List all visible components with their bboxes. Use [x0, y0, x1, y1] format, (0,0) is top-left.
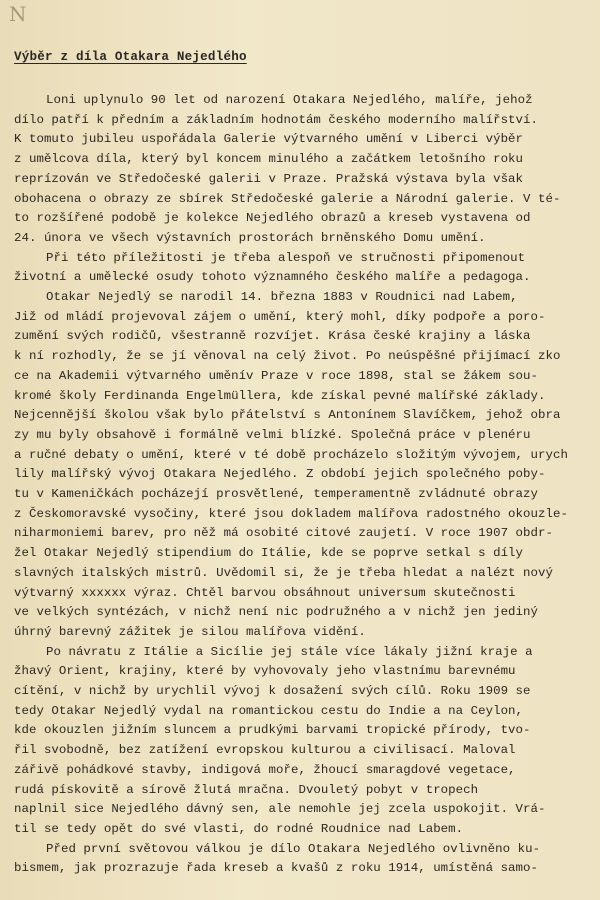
text-line: naplnil sice Nejedlého dávný sen, ale nemohle jej zcela uspokojit. Vrá-	[14, 802, 546, 817]
text-line: kde okouzlen jižním sluncem a prudkými barvami tropické přírody, tvo-	[14, 723, 531, 738]
text-line: úhrný barevný zážitek je silou malířova vidění.	[14, 624, 366, 639]
text-line: tu v Kameničkách pocházejí prosvětlené, temperamentně zvládnuté obrazy	[14, 487, 538, 501]
text-line: ve velkých syntézách, v nichž není nic podružného a v nichž jen jediný	[14, 605, 538, 620]
text-line: zářivě pohádkové stavby, indigová moře, žhoucí smaragdové vegetace,	[14, 762, 516, 777]
text-line: obohacena o obrazy ze sbírek Středočeské galerie a Národní galerie. V té-	[14, 191, 561, 206]
text-line: a ručné debaty o umění, které v té době procházelo složitým vývojem, urych	[14, 447, 568, 462]
text-line: rudá pískovitě a sírově žlutá mračna. Dvouletý pobyt v tropech	[14, 782, 479, 797]
text-line: K tomuto jubileu uspořádala Galerie výtvarného umění v Liberci výběr	[14, 132, 524, 147]
text-line: Před první světovou válkou je dílo Otakara Nejedlého ovlivněno ku-	[46, 841, 541, 856]
text-line: Po návratu z Itálie a Sicílie jej stále více lákaly jižní kraje a	[46, 644, 533, 659]
text-line: dílo patří k předním a základním hodnotám českého moderního malířství.	[14, 112, 538, 127]
text-line: zy mu byly obsahově i formálně velmi blízké. Společná práce v plenéru	[14, 427, 531, 442]
text-line: životní a umělecké osudy tohoto významného českého malíře a pedagoga.	[14, 270, 531, 285]
text-line: výtvarný xxxxxx výraz. Chtěl barvou obsáhnout universum skutečnosti	[14, 585, 516, 600]
text-line: niharmoniemi barev, pro něž má osobité citové zaujetí. V roce 1907 obdr-	[14, 526, 553, 541]
text-line: z Českomoravské vysočiny, které jsou dokladem malířova radostného okouzle-	[14, 506, 568, 521]
text-line: žel Otakar Nejedlý stipendium do Itálie, kde se poprve setkal s díly	[14, 546, 524, 561]
text-line: z umělcova díla, který byl koncem minulého a začátkem letošního roku	[14, 152, 524, 167]
text-line: slavných italských mistrů. Uvědomil si, že je třeba hledat a nalézt nový	[14, 565, 553, 580]
text-line: k ní rozhodly, že se jí věnoval na celý život. Po neúspěšné přijímací zko	[14, 349, 561, 364]
text-line: lily malířský vývoj Otakara Nejedlého. Z období jejich společného poby-	[14, 467, 546, 482]
text-line: Otakar Nejedlý se narodil 14. března 1883 v Roudnici nad Labem,	[46, 290, 518, 304]
text-line: zumění svých rodičů, všestranně rozvíjet. Krása české krajiny a láska	[14, 329, 531, 344]
text-line: žhavý Orient, krajiny, které by vyhovovaly jeho vlastnímu barevnému	[14, 664, 516, 679]
text-line: ce na Akademii výtvarného uměnív Praze v roce 1898, stal se žákem sou-	[14, 368, 538, 383]
text-line: Při této příležitosti je třeba alespoň ve stručnosti připomenout	[46, 250, 526, 265]
text-line: to rozšířené podobě je kolekce Nejedlého obrazů a kreseb vystavena od	[14, 211, 531, 226]
text-line: bismem, jak prozrazuje řada kreseb a kvašů z roku 1914, umístěná samo-	[14, 861, 538, 876]
text-line: til se tedy opět do své vlasti, do rodné Roudnice nad Labem.	[14, 821, 464, 836]
text-line: cítění, v nichž by urychlil vývoj k dosažení svých cílů. Roku 1909 se	[14, 684, 531, 698]
text-line: Loni uplynulo 90 let od narození Otakara Nejedlého, malíře, jehož	[46, 93, 533, 107]
text-line: tedy Otakar Nejedlý vydal na romantickou cestu do Indie a na Ceylon,	[14, 703, 524, 718]
document-title: Výběr z díla Otakara Nejedlého	[14, 50, 247, 64]
text-line: Nejcennější školou však bylo přátelství s Antonínem Slavíčkem, jehož obra	[14, 408, 561, 423]
text-line: kromé školy Ferdinanda Engelmüllera, kde získal pevné malířské základy.	[14, 388, 546, 403]
text-line: Již od mládí projevoval zájem o umění, který mohl, díky podpoře a poro-	[14, 309, 546, 324]
corner-handwritten-mark: N	[9, 2, 27, 26]
text-line: řil svobodně, bez zatížení evropskou kulturou a civilisací. Maloval	[14, 743, 516, 758]
text-line: reprízován ve Středočeské galerii v Praze. Pražská výstava byla však	[14, 171, 524, 186]
text-line: 24. února ve všech výstavních prostorách brněnského Domu umění.	[14, 230, 486, 245]
